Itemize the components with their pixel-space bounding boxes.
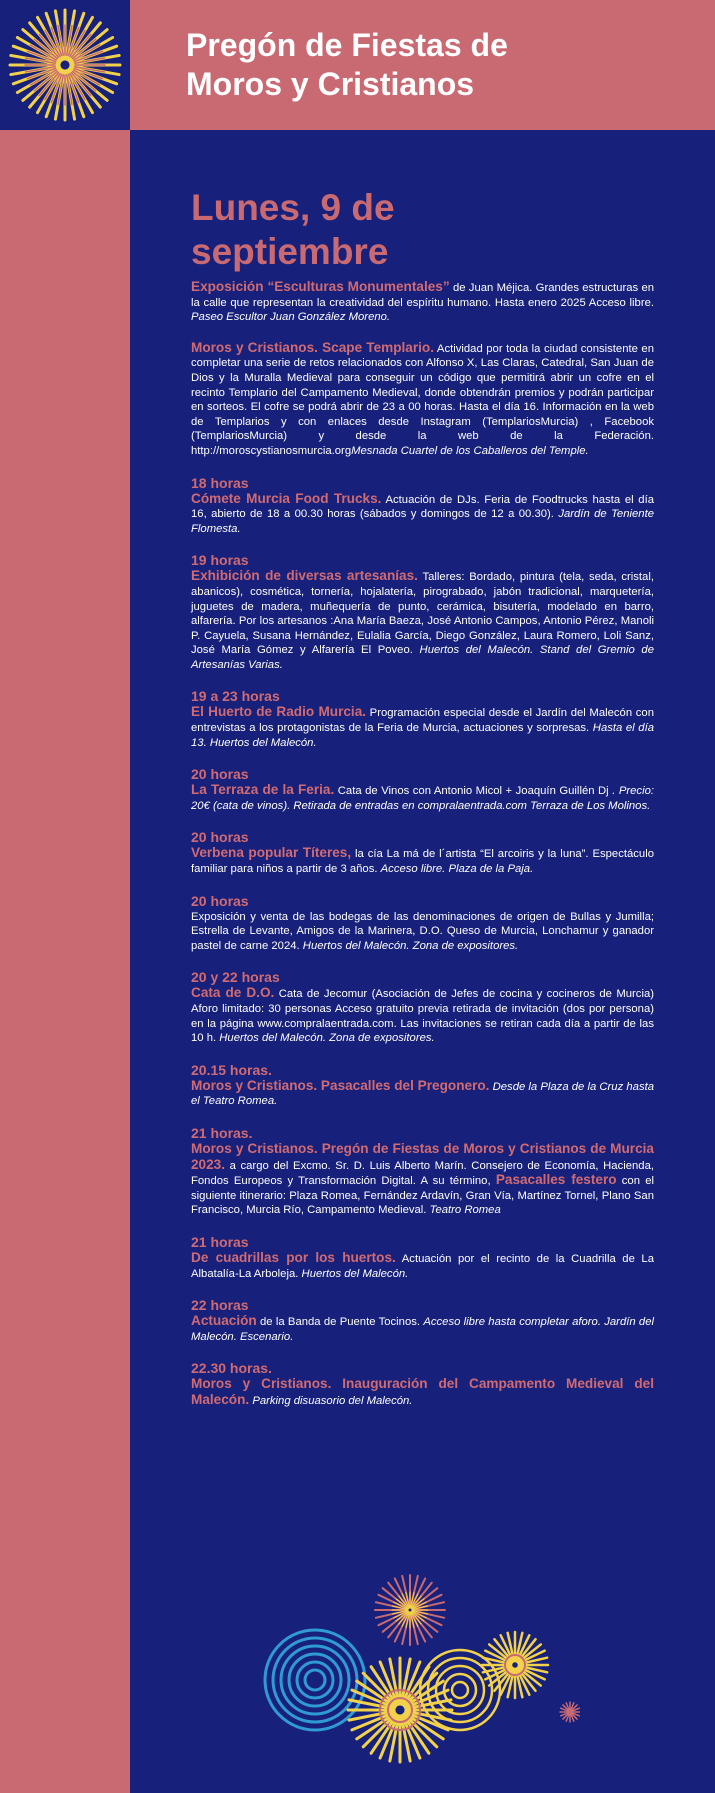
event-time: 19 horas (191, 552, 249, 569)
event-title-secondary: Pasacalles festero (495, 1172, 617, 1188)
event-venue: Mesnada Cuartel de los Caballeros del Temple. (351, 444, 589, 457)
event-item (191, 475, 654, 537)
page-title-line-2: Moros y Cristianos (186, 66, 475, 102)
day-heading (191, 186, 654, 274)
event-venue: Huertos del Malecón. Zona de expositores. (219, 1032, 435, 1045)
page-title-line-1: Pregón de Fiestas de (186, 27, 508, 63)
event-description: Actividad por toda la ciudad consistente en completar una serie de retos relacionados con Alfonso X, Las Claras, Catedral, San Juan de Dios y la Muralla Medieval para conseguir un código que permitirá abrir un cofre en el recinto Templario del Campamento Medieval, donde obtendrán premios y podrán participar en sorteos. El cofre se podrá abrir de 23 a 00 horas. Hasta el día 16. Información en la web de Templarios y con enlaces desde Instagram (TemplariosMurcia) , Facebook (TemplariosMurcia) y desde la web de la Federación. http://moroscystianosmurcia.org (191, 342, 654, 457)
event-title: Moros y Cristianos. Scape Templario. (191, 339, 435, 355)
event-venue: . Precio: 20€ (cata de vinos). Retirada de entradas en compralaentrada.com Terraza de Los Molinos. (191, 785, 655, 812)
event-item (191, 969, 654, 1045)
event-description: la cía La má de l´artista “El arcoiris y la luna”. Espectáculo familiar para niños a partir de 3 años. (191, 848, 654, 876)
event-description: Exposición y venta de las bodegas de las denominaciones de origen de Bullas y Jumilla; Estrella de Levante, Amigos de la Marinera, D.O. Queso de Murcia, Lonchamur y ganador pastel de carne 2024. (191, 910, 654, 952)
event-venue: Huertos del Malecón. Zona de expositores. (302, 939, 519, 952)
event-item (191, 688, 654, 750)
event-title: Exposición “Esculturas Monumentales” (191, 279, 450, 294)
event-title: Verbena popular Títeres, (191, 845, 352, 861)
event-time: 20.15 horas. (191, 1061, 272, 1078)
header-band (130, 0, 715, 130)
event-item (191, 341, 654, 459)
event-title: Moros y Cristianos. Pasacalles del Pregonero. (191, 1077, 490, 1093)
event-title: Moros y Cristianos. Pregón de Fiestas de Moros y Cristianos de Murcia 2023. (191, 1140, 654, 1172)
event-venue: Parking disuasorio del Malecón. (252, 1394, 413, 1407)
event-description: Cata de Vinos con Antonio Micol + Joaquín Guillén Dj (334, 785, 613, 798)
logo-box (0, 0, 130, 130)
event-description: Actuación de DJs. Feria de Foodtrucks hasta el día 16, abierto de 18 a 00.30 horas (sábados y domingos de 12 a 00.30). (191, 493, 654, 521)
event-time: 22 horas (191, 1297, 249, 1314)
event-venue: Teatro Romea (429, 1204, 501, 1217)
event-item (191, 1234, 654, 1281)
event-title: Moros y Cristianos. Inauguración del Campamento Medieval del Malecón. (191, 1376, 654, 1407)
event-time: 20 horas (191, 766, 249, 783)
left-sidebar-strip (0, 0, 130, 1793)
event-time: 19 a 23 horas (191, 688, 280, 705)
event-venue: Huertos del Malecón. Stand del Gremio de Artesanías Varias. (191, 644, 655, 671)
event-description: Cata de Jecomur (Asociación de Jefes de cocina y cocineros de Murcia) Aforo limitado: 30 personas Acceso gratuito previa retirada de invitación (dos por persona) en la página www.compralaentrada.com. Las invitaciones se retiran cada día a partir de las 10 h. (191, 988, 655, 1045)
event-item (191, 280, 654, 325)
event-item (191, 893, 654, 954)
event-time: 18 horas (191, 474, 249, 491)
program-content (191, 180, 654, 1425)
event-venue: Jardín de Teniente Flomesta. (191, 508, 654, 535)
event-item (191, 1062, 654, 1109)
event-item (191, 1125, 654, 1218)
event-title: Cata de D.O. (191, 985, 275, 1001)
event-venue: Huertos del Malecón. (301, 1267, 409, 1280)
event-time: 20 horas (191, 829, 249, 846)
event-title: La Terraza de la Feria. (191, 782, 335, 798)
day-heading-line-2: septiembre (191, 231, 389, 272)
event-title: Exhibición de diversas artesanías. (191, 568, 418, 584)
event-venue: Acceso libre hasta completar aforo. Jardín del Malecón. Escenario. (191, 1316, 655, 1343)
event-venue: Acceso libre. Plaza de la Paja. (380, 863, 534, 876)
event-description: Talleres: Bordado, pintura (tela, seda, cristal, abanicos), cosmética, tornería, hojalatería, pirograbado, jabón tradicional, marquetería, juguetes de madera, muñequería de punto, cerámica, bisutería, modelado en barro, alfarería. Por los artesanos :Ana María Baeza, José Antonio Campos, Antonio Pérez, Manoli P. Cayuela, Susana Hernández, Eulalia García, Diego González, Laura Romero, Loli Sanz, José María Gómez y Alfarería El Poveo. (191, 571, 654, 657)
event-item (191, 1297, 654, 1344)
event-item (191, 1360, 654, 1408)
event-description: a cargo del Excmo. Sr. D. Luis Alberto Marín. Consejero de Economía, Hacienda, Fondos Europeos y Transformación Digital. A su término, (191, 1159, 654, 1188)
event-time: 21 horas (191, 1233, 249, 1250)
event-venue: Desde la Plaza de la Cruz hasta el Teatro Romea. (191, 1080, 655, 1108)
sunburst-icon (8, 8, 122, 122)
fireworks-icon (250, 1565, 580, 1785)
event-venue: Paseo Escultor Juan González Moreno. (191, 311, 391, 324)
event-description: de Juan Méjica. Grandes estructuras en la calle que representan la creatividad del espíritu humano. Hasta enero 2025 Acceso libre. (191, 282, 655, 309)
event-description: Programación especial desde el Jardín del Malecón con entrevistas a los protagonistas de la Feria de Murcia, actuaciones y sorpresas. (191, 707, 654, 735)
event-title: Cómete Murcia Food Trucks. (191, 490, 382, 506)
event-time: 20 horas (191, 892, 249, 909)
page-title (186, 26, 508, 104)
event-time: 22.30 horas. (191, 1360, 272, 1377)
event-title: Actuación (191, 1313, 257, 1329)
event-time: 20 y 22 horas (191, 969, 280, 986)
event-list (191, 280, 654, 1409)
event-item (191, 552, 654, 672)
day-heading-line-1: Lunes, 9 de (191, 187, 395, 228)
event-description: Actuación por el recinto de la Cuadrilla de La Albatalía-La Arboleja. (191, 1252, 654, 1280)
event-title: De cuadrillas por los huertos. (191, 1249, 396, 1265)
event-title: El Huerto de Radio Murcia. (191, 704, 367, 720)
event-description: de la Banda de Puente Tocinos. (256, 1316, 424, 1329)
event-venue: Hasta el día 13. Huertos del Malecón. (191, 722, 654, 749)
event-description-secondary: con el siguiente itinerario: Plaza Romea, Fernández Ardavín, Gran Vía, Martínez Tornel, Plano San Francisco, Murcia Río, Campamento Medieval. (191, 1175, 654, 1217)
event-time: 21 horas. (191, 1124, 253, 1141)
event-item (191, 766, 654, 813)
event-item (191, 829, 654, 876)
